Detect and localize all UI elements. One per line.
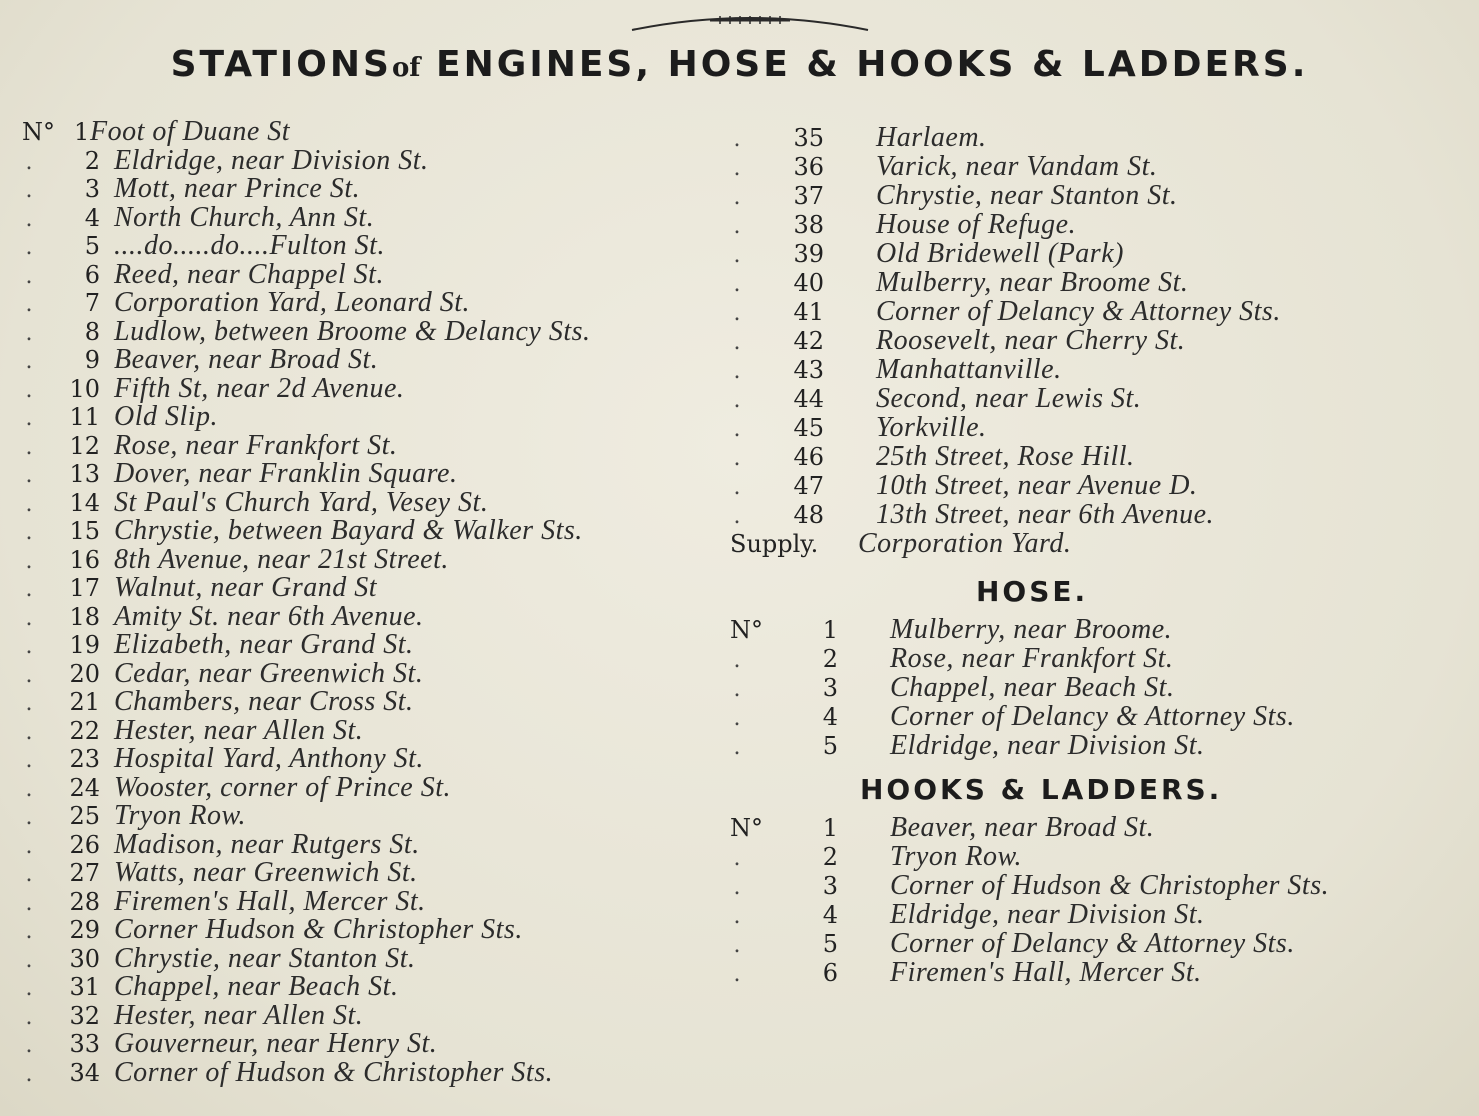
engine-row bbox=[730, 209, 1475, 238]
leader-dot: . bbox=[25, 320, 33, 346]
leader-dot: . bbox=[25, 149, 33, 175]
leader-dot: . bbox=[25, 292, 33, 317]
engine-row bbox=[22, 145, 734, 174]
engine-location: Walnut, near Grand St bbox=[114, 572, 378, 603]
leader-dot: . bbox=[25, 748, 33, 773]
leader-dot: . bbox=[733, 127, 741, 152]
engine-row bbox=[22, 373, 734, 402]
engine-location: Tryon Row. bbox=[114, 800, 247, 831]
leader-dot: . bbox=[25, 662, 33, 688]
engine-location: Hester, near Allen St. bbox=[114, 714, 364, 746]
title-flourish bbox=[630, 10, 870, 34]
leader-dot: . bbox=[25, 577, 33, 602]
hose-number: 4 bbox=[822, 703, 838, 731]
engine-location: Hester, near Allen St. bbox=[114, 999, 364, 1031]
leader-dot: . bbox=[733, 359, 741, 384]
engine-location: Mulberry, near Broome St. bbox=[876, 267, 1189, 298]
leader-dot: . bbox=[733, 388, 741, 413]
hooks-location: Corner of Hudson & Christopher Sts. bbox=[890, 870, 1330, 901]
engine-row bbox=[22, 629, 734, 658]
engine-row bbox=[22, 430, 734, 459]
engine-number: 17 bbox=[69, 574, 100, 602]
engine-location: Harlaem. bbox=[876, 122, 987, 153]
engine-location: Chappel, near Beach St. bbox=[114, 971, 399, 1002]
engine-number: 32 bbox=[69, 1001, 100, 1030]
engine-location: Manhattanville. bbox=[876, 354, 1062, 385]
engine-row bbox=[22, 458, 734, 487]
hose-location: Corner of Delancy & Attorney Sts. bbox=[890, 701, 1295, 732]
engine-number: 46 bbox=[793, 443, 824, 471]
engine-location: Corner of Delancy & Attorney Sts. bbox=[876, 296, 1281, 327]
hooks-ladders-list bbox=[730, 812, 1475, 986]
number-label: N° bbox=[730, 814, 763, 842]
engine-row bbox=[22, 772, 734, 801]
hooks-number: 6 bbox=[822, 959, 838, 987]
engine-number: 41 bbox=[793, 298, 824, 326]
engine-row bbox=[730, 441, 1475, 470]
leader-dot: . bbox=[733, 156, 741, 181]
hooks-location: Eldridge, near Division St. bbox=[890, 899, 1205, 930]
engine-location: Rose, near Frankfort St. bbox=[114, 429, 398, 461]
leader-dot: . bbox=[25, 719, 33, 745]
hose-row bbox=[730, 614, 1475, 643]
engine-row bbox=[730, 412, 1475, 441]
leader-dot: . bbox=[733, 417, 741, 442]
hose-number: 2 bbox=[822, 645, 838, 673]
engine-row bbox=[22, 686, 734, 715]
leader-dot: . bbox=[25, 1033, 33, 1058]
leader-dot: . bbox=[733, 875, 741, 900]
hose-row bbox=[730, 701, 1475, 730]
hose-number: 3 bbox=[822, 674, 838, 702]
engine-location: Firemen's Hall, Mercer St. bbox=[114, 885, 426, 917]
engine-location: Wooster, corner of Prince St. bbox=[114, 771, 451, 803]
engine-row bbox=[730, 325, 1475, 354]
leader-dot: . bbox=[733, 735, 741, 760]
engine-row bbox=[730, 122, 1475, 151]
engine-row bbox=[22, 857, 734, 886]
title-part-stations: STATIONS bbox=[170, 44, 392, 85]
engine-number: 39 bbox=[793, 240, 824, 268]
engine-location: Corner of Hudson & Christopher Sts. bbox=[114, 1056, 554, 1088]
hooks-location: Firemen's Hall, Mercer St. bbox=[890, 957, 1202, 988]
engine-number: 34 bbox=[69, 1058, 100, 1087]
hooks-row bbox=[730, 928, 1475, 957]
engine-row bbox=[22, 572, 734, 601]
leader-dot: . bbox=[733, 904, 741, 929]
leader-dot: . bbox=[25, 349, 33, 374]
leader-dot: . bbox=[733, 677, 741, 702]
engine-number: 30 bbox=[69, 944, 100, 973]
leader-dot: . bbox=[25, 862, 33, 887]
engines-list-left bbox=[22, 116, 734, 1088]
leader-dot: . bbox=[25, 634, 33, 659]
right-column bbox=[730, 122, 1475, 986]
engine-location: ....do.....do....Fulton St. bbox=[114, 230, 385, 261]
leader-dot: . bbox=[733, 504, 741, 529]
engine-number: 23 bbox=[69, 745, 100, 773]
leader-dot: . bbox=[25, 890, 33, 916]
hooks-ladders-heading: HOOKS & LADDERS. bbox=[860, 773, 1223, 806]
engine-location: Chambers, near Cross St. bbox=[114, 686, 414, 717]
leader-dot: . bbox=[25, 919, 33, 944]
hooks-number: 2 bbox=[822, 843, 838, 871]
engine-number: 3 bbox=[84, 175, 100, 203]
engine-location: Old Bridewell (Park) bbox=[876, 238, 1124, 269]
engine-number: 11 bbox=[69, 403, 100, 431]
engine-number: 44 bbox=[793, 385, 824, 413]
hose-row bbox=[730, 643, 1475, 672]
engine-number: 12 bbox=[69, 431, 100, 460]
hooks-number: 4 bbox=[822, 901, 838, 929]
engine-row bbox=[22, 886, 734, 915]
engine-row bbox=[730, 383, 1475, 412]
engine-number: 4 bbox=[84, 203, 100, 232]
engine-number: 5 bbox=[84, 232, 100, 260]
number-label: N° bbox=[22, 118, 55, 146]
engine-number: 10 bbox=[69, 374, 100, 403]
leader-dot: . bbox=[25, 463, 33, 488]
engine-number: 18 bbox=[69, 602, 100, 631]
engine-number: 42 bbox=[793, 327, 824, 355]
engine-row bbox=[22, 202, 734, 231]
engine-number: 16 bbox=[69, 545, 100, 574]
engine-row bbox=[22, 715, 734, 744]
engine-number: 47 bbox=[793, 472, 824, 500]
engine-row bbox=[22, 401, 734, 430]
engine-number: 7 bbox=[84, 289, 100, 317]
hooks-row bbox=[730, 841, 1475, 870]
engine-number: 1 bbox=[74, 118, 90, 146]
engine-row bbox=[22, 943, 734, 972]
engine-row bbox=[22, 316, 734, 345]
engine-location: Mott, near Prince St. bbox=[114, 173, 361, 204]
engine-number: 2 bbox=[84, 146, 100, 175]
engine-row bbox=[22, 344, 734, 373]
engine-row bbox=[22, 1000, 734, 1029]
leader-dot: . bbox=[733, 243, 741, 268]
hose-heading: HOSE. bbox=[976, 575, 1089, 608]
engine-number: 27 bbox=[69, 859, 100, 887]
engine-location: Corporation Yard, Leonard St. bbox=[114, 287, 471, 318]
engine-number: 20 bbox=[69, 659, 100, 688]
leader-dot: . bbox=[25, 947, 33, 973]
engine-number: 48 bbox=[793, 501, 824, 529]
engine-number: 33 bbox=[69, 1030, 100, 1058]
engine-location: Cedar, near Greenwich St. bbox=[114, 657, 424, 689]
engine-row bbox=[22, 1057, 734, 1086]
engine-location: Old Slip. bbox=[114, 401, 219, 432]
engine-number: 21 bbox=[69, 688, 100, 716]
hose-location: Eldridge, near Division St. bbox=[890, 730, 1205, 761]
engine-location: Corner Hudson & Christopher Sts. bbox=[114, 914, 523, 945]
leader-dot: . bbox=[733, 933, 741, 958]
leader-dot: . bbox=[733, 706, 741, 731]
leader-dot: . bbox=[25, 776, 33, 802]
leader-dot: . bbox=[733, 962, 741, 987]
hose-number: 5 bbox=[822, 732, 838, 760]
hooks-number: 3 bbox=[822, 872, 838, 900]
leader-dot: . bbox=[25, 235, 33, 260]
hooks-location: Beaver, near Broad St. bbox=[890, 812, 1155, 843]
number-label: N° bbox=[730, 616, 763, 644]
engine-row bbox=[730, 354, 1475, 383]
engine-location: 25th Street, Rose Hill. bbox=[876, 441, 1135, 472]
leader-dot: . bbox=[25, 805, 33, 830]
leader-dot: . bbox=[25, 548, 33, 574]
title-part-rest: ENGINES, HOSE & HOOKS & LADDERS. bbox=[436, 44, 1309, 85]
supply-label: Supply. bbox=[730, 530, 819, 558]
engine-number: 35 bbox=[793, 124, 824, 152]
engine-location: Gouverneur, near Henry St. bbox=[114, 1028, 438, 1059]
engine-row bbox=[22, 173, 734, 202]
engine-number: 24 bbox=[69, 773, 100, 802]
hooks-number: 1 bbox=[822, 814, 838, 842]
engine-location: Chrystie, between Bayard & Walker Sts. bbox=[114, 515, 583, 546]
engine-number: 14 bbox=[69, 488, 100, 517]
engine-location: St Paul's Church Yard, Vesey St. bbox=[114, 486, 489, 518]
hose-list bbox=[730, 614, 1475, 759]
leader-dot: . bbox=[25, 434, 33, 460]
engine-number: 31 bbox=[69, 973, 100, 1001]
leader-dot: . bbox=[25, 491, 33, 517]
supply-entry: Corporation Yard. bbox=[858, 528, 1072, 559]
engine-location: 13th Street, near 6th Avenue. bbox=[876, 499, 1214, 530]
leader-dot: . bbox=[733, 301, 741, 326]
engine-number: 28 bbox=[69, 887, 100, 916]
engine-number: 6 bbox=[84, 260, 100, 289]
hose-location: Mulberry, near Broome. bbox=[890, 614, 1173, 645]
engine-number: 19 bbox=[69, 631, 100, 659]
engine-location: Madison, near Rutgers St. bbox=[114, 828, 420, 860]
leader-dot: . bbox=[733, 446, 741, 471]
page-title bbox=[0, 44, 1479, 85]
engine-row bbox=[730, 267, 1475, 296]
hooks-row bbox=[730, 957, 1475, 986]
leader-dot: . bbox=[733, 475, 741, 500]
engine-row bbox=[22, 971, 734, 1000]
engine-number: 9 bbox=[84, 346, 100, 374]
engine-number: 13 bbox=[69, 460, 100, 488]
leader-dot: . bbox=[733, 846, 741, 871]
engine-row bbox=[22, 515, 734, 544]
engine-row bbox=[22, 287, 734, 316]
engine-number: 8 bbox=[84, 317, 100, 346]
supply-row bbox=[730, 528, 1475, 557]
engine-location: North Church, Ann St. bbox=[114, 201, 375, 233]
hooks-number: 5 bbox=[822, 930, 838, 958]
engine-row bbox=[22, 829, 734, 858]
hose-row bbox=[730, 672, 1475, 701]
leader-dot: . bbox=[25, 178, 33, 203]
hose-row bbox=[730, 730, 1475, 759]
engine-row bbox=[730, 238, 1475, 267]
engine-row bbox=[730, 499, 1475, 528]
engine-number: 40 bbox=[793, 269, 824, 297]
engine-row bbox=[730, 151, 1475, 180]
engine-number: 43 bbox=[793, 356, 824, 384]
engine-row bbox=[22, 259, 734, 288]
engine-location: House of Refuge. bbox=[876, 209, 1077, 240]
engine-location: Dover, near Franklin Square. bbox=[114, 458, 458, 489]
engine-location: Elizabeth, near Grand St. bbox=[114, 629, 414, 660]
engine-number: 22 bbox=[69, 716, 100, 745]
leader-dot: . bbox=[25, 1061, 33, 1087]
engine-row bbox=[730, 470, 1475, 499]
engine-number: 37 bbox=[793, 182, 824, 210]
engine-row bbox=[22, 658, 734, 687]
engine-location: Roosevelt, near Cherry St. bbox=[876, 325, 1186, 356]
engine-row bbox=[22, 601, 734, 630]
hose-number: 1 bbox=[822, 616, 838, 644]
leader-dot: . bbox=[733, 648, 741, 673]
engine-row bbox=[730, 180, 1475, 209]
leader-dot: . bbox=[25, 691, 33, 716]
leader-dot: . bbox=[25, 976, 33, 1001]
leader-dot: . bbox=[733, 330, 741, 355]
leader-dot: . bbox=[25, 406, 33, 431]
engine-location: 8th Avenue, near 21st Street. bbox=[114, 543, 449, 575]
engines-list-right bbox=[730, 122, 1475, 528]
engine-row bbox=[22, 116, 734, 145]
engine-row bbox=[22, 800, 734, 829]
hooks-row bbox=[730, 812, 1475, 841]
engine-location: Yorkville. bbox=[876, 412, 987, 443]
engine-location: Chrystie, near Stanton St. bbox=[876, 180, 1178, 211]
hose-location: Chappel, near Beach St. bbox=[890, 672, 1175, 703]
title-part-of: of bbox=[391, 53, 421, 83]
hooks-row bbox=[730, 870, 1475, 899]
engine-location: Watts, near Greenwich St. bbox=[114, 857, 418, 888]
engine-row bbox=[22, 230, 734, 259]
leader-dot: . bbox=[733, 185, 741, 210]
engine-location: Hospital Yard, Anthony St. bbox=[114, 743, 424, 774]
leader-dot: . bbox=[25, 520, 33, 545]
engine-location: Fifth St, near 2d Avenue. bbox=[114, 372, 405, 404]
engine-number: 25 bbox=[69, 802, 100, 830]
hose-location: Rose, near Frankfort St. bbox=[890, 643, 1174, 674]
hooks-location: Tryon Row. bbox=[890, 841, 1023, 872]
engine-location: Chrystie, near Stanton St. bbox=[114, 942, 416, 974]
leader-dot: . bbox=[25, 206, 33, 232]
engine-row bbox=[22, 487, 734, 516]
leader-dot: . bbox=[733, 272, 741, 297]
leader-dot: . bbox=[25, 605, 33, 631]
engine-number: 36 bbox=[793, 153, 824, 181]
engine-row bbox=[22, 544, 734, 573]
engine-row bbox=[22, 743, 734, 772]
engine-number: 15 bbox=[69, 517, 100, 545]
leader-dot: . bbox=[25, 833, 33, 859]
engine-location: Varick, near Vandam St. bbox=[876, 151, 1158, 182]
engine-row bbox=[730, 296, 1475, 325]
leader-dot: . bbox=[25, 263, 33, 289]
leader-dot: . bbox=[733, 214, 741, 239]
engine-location: Reed, near Chappel St. bbox=[114, 258, 384, 290]
engine-location: Foot of Duane St bbox=[90, 116, 291, 147]
engine-row bbox=[22, 1028, 734, 1057]
engine-location: Ludlow, between Broome & Delancy Sts. bbox=[114, 315, 591, 347]
engine-number: 26 bbox=[69, 830, 100, 859]
engine-number: 29 bbox=[69, 916, 100, 944]
engine-number: 38 bbox=[793, 211, 824, 239]
hooks-row bbox=[730, 899, 1475, 928]
engine-location: 10th Street, near Avenue D. bbox=[876, 470, 1198, 501]
hooks-location: Corner of Delancy & Attorney Sts. bbox=[890, 928, 1295, 959]
engine-location: Beaver, near Broad St. bbox=[114, 344, 379, 375]
engine-location: Eldridge, near Division St. bbox=[114, 144, 429, 176]
leader-dot: . bbox=[25, 377, 33, 403]
engine-row bbox=[22, 914, 734, 943]
engine-location: Second, near Lewis St. bbox=[876, 383, 1142, 414]
leader-dot: . bbox=[25, 1004, 33, 1030]
engine-number: 45 bbox=[793, 414, 824, 442]
engine-location: Amity St. near 6th Avenue. bbox=[114, 600, 424, 632]
